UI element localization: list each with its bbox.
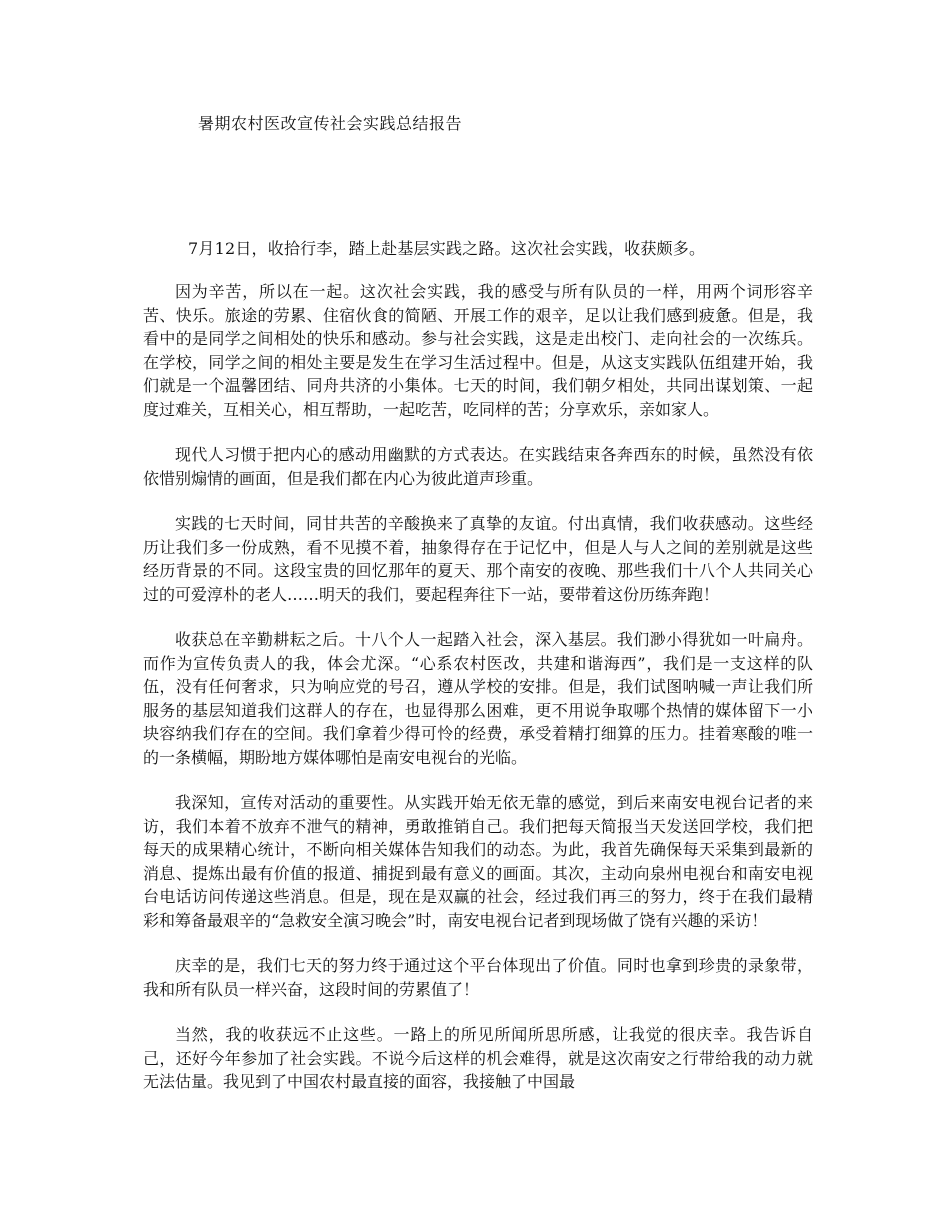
document-body [143,280,813,1116]
paragraph-7: 当然，我的收获远不止这些。一路上的所见所闻所思所感，让我觉的很庆幸。我告诉自己，还好今年参加了社会实践。不说今后这样的机会难得，就是这次南安之行带给我的动力就无法估量。我见到了中国农村最直接的面容，我接触了中国最 [143,1025,813,1091]
paragraph-3: 实践的七天时间，同甘共苦的辛酸换来了真挚的友谊。付出真情，我们收获感动。这些经历让我们多一份成熟，看不见摸不着，抽象得存在于记忆中，但是人与人之间的差别就是这些经历背景的不同。这段宝贵的回忆那年的夏天、那个南安的夜晚、那些我们十八个人共同关心过的可爱淳朴的老人……明天的我们，要起程奔往下一站，要带着这份历练奔跑！ [143,514,813,604]
paragraph-1: 因为辛苦，所以在一起。这次社会实践，我的感受与所有队员的一样，用两个词形容辛苦、快乐。旅途的劳累、住宿伙食的简陋、开展工作的艰辛，足以让我们感到疲惫。但是，我看中的是同学之间相处的快乐和感动。参与社会实践，这是走出校门、走向社会的一次练兵。在学校，同学之间的相处主要是发生在学习生活过程中。但是，从这支实践队伍组建开始，我们就是一个温馨团结、同舟共济的小集体。七天的时间，我们朝夕相处，共同出谋划策、一起度过难关，互相关心，相互帮助，一起吃苦，吃同样的苦；分享欢乐，亲如家人。 [143,282,813,419]
intro-paragraph: 7月12日，收拾行李，踏上赴基层实践之路。这次社会实践，收获颇多。 [188,239,706,258]
paragraph-2: 现代人习惯于把内心的感动用幽默的方式表达。在实践结束各奔西东的时候，虽然没有依依惜别煽情的画面，但是我们都在内心为彼此道声珍重。 [143,445,813,488]
paragraph-4: 收获总在辛勤耕耘之后。十八个人一起踏入社会，深入基层。我们渺小得犹如一叶扁舟。而作为宣传负责人的我，体会尤深。“心系农村医改，共建和谐海西”，我们是一支这样的队伍，没有任何奢求，只为响应党的号召，遵从学校的安排。但是，我们试图呐喊一声让我们所服务的基层知道我们这群人的存在，也显得那么困难，更不用说争取哪个热情的媒体留下一小块容纳我们存在的空间。我们拿着少得可怜的经费，承受着精打细算的压力。挂着寒酸的唯一的一条横幅，期盼地方媒体哪怕是南安电视台的光临。 [143,630,813,767]
paragraph-6: 庆幸的是，我们七天的努力终于通过这个平台体现出了价值。同时也拿到珍贵的录象带，我和所有队员一样兴奋，这段时间的劳累值了！ [143,956,813,999]
paragraph-5: 我深知，宣传对活动的重要性。从实践开始无依无靠的感觉，到后来南安电视台记者的来访，我们本着不放弃不泄气的精神，勇敢推销自己。我们把每天简报当天发送回学校，我们把每天的成果精心统计，不断向相关媒体告知我们的动态。为此，我首先确保每天采集到最新的消息、提炼出最有价值的报道、捕捉到最有意义的画面。其次，主动向泉州电视台和南安电视台电话访问传递这些消息。但是，现在是双赢的社会，经过我们再三的努力，终于在我们最精彩和筹备最艰辛的“急救安全演习晚会”时，南安电视台记者到现场做了饶有兴趣的采访！ [143,793,813,930]
document-title: 暑期农村医改宣传社会实践总结报告 [198,114,463,133]
